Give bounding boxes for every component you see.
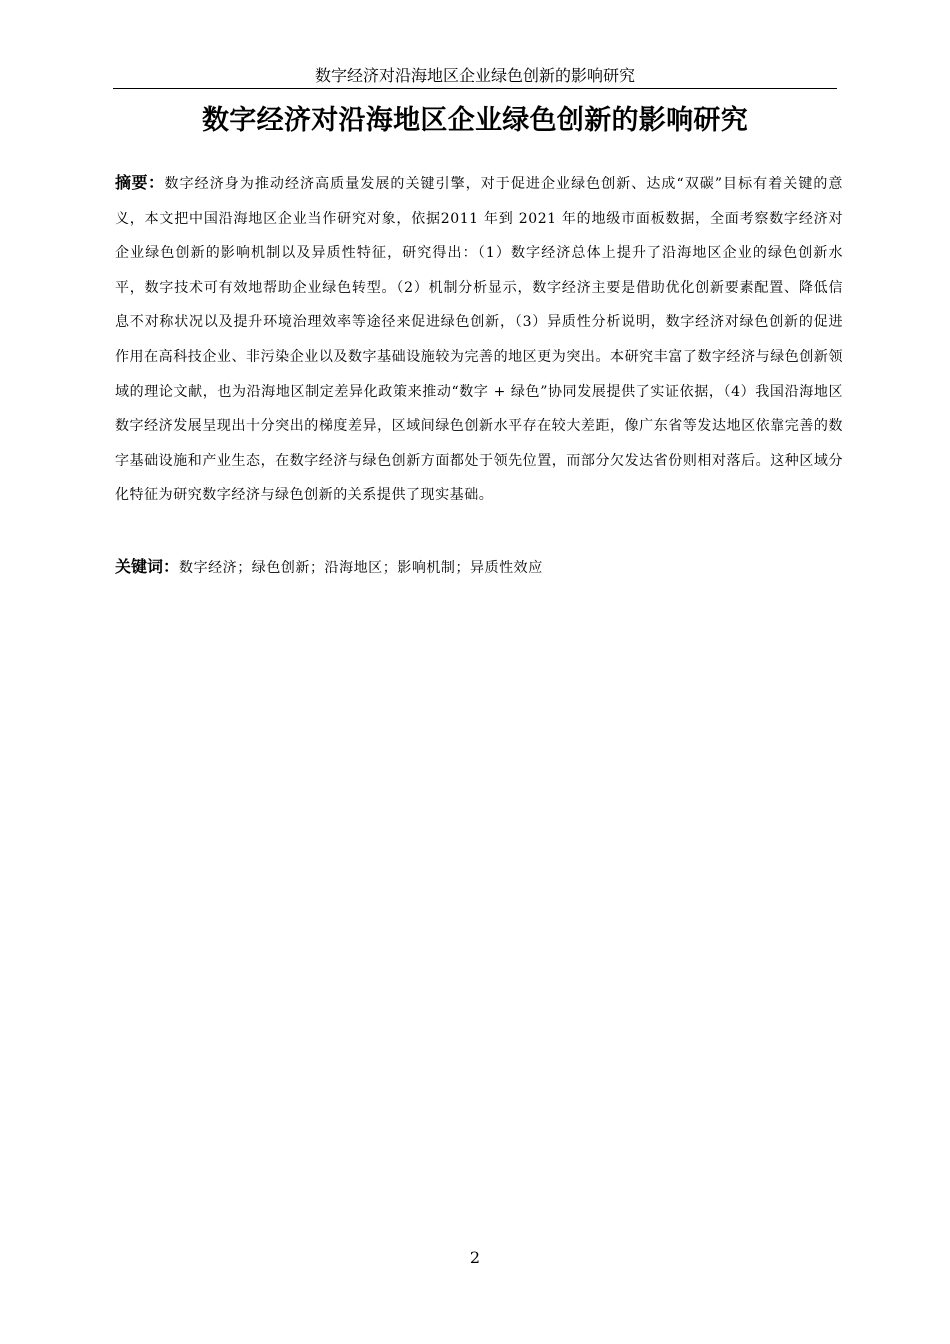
paper-title: 数字经济对沿海地区企业绿色创新的影响研究 <box>202 105 748 136</box>
abstract-paragraph <box>115 166 843 513</box>
abstract-text: 数字经济身为推动经济高质量发展的关键引擎，对于促进企业绿色创新、达成“双碳”目标有着关键的意义，本文把中国沿海地区企业当作研究对象，依据2011 年到 2021 年的地级市面板数据，全面考察数字经济对企业绿色创新的影响机制以及异质性特征，研究得出：（1）数字经济总体上提升了沿海地区企业的绿色创新水平，数字技术可有效地帮助企业绿色转型。（2）机制分析显示，数字经济主要是借助优化创新要素配置、降低信息不对称状况以及提升环境治理效率等途径来促进绿色创新，（3）异质性分析说明，数字经济对绿色创新的促进作用在高科技企业、非污染企业以及数字基础设施较为完善的地区更为突出。本研究丰富了数字经济与绿色创新领域的理论文献，也为沿海地区制定差异化政策来推动“数字 + 绿色”协同发展提供了实证依据，（4）我国沿海地区数字经济发展呈现出十分突出的梯度差异，区域间绿色创新水平存在较大差距，像广东省等发达地区依靠完善的数字基础设施和产业生态，在数字经济与绿色创新方面都处于领先位置，而部分欠发达省份则相对落后。这种区域分化特征为研究数字经济与绿色创新的关系提供了现实基础。 <box>115 176 843 504</box>
keywords-text: 数字经济；绿色创新；沿海地区；影响机制；异质性效应 <box>179 560 543 576</box>
page-number: 2 <box>469 1248 481 1267</box>
header-divider <box>113 88 837 89</box>
running-header: 数字经济对沿海地区企业绿色创新的影响研究 <box>314 66 635 85</box>
keywords-label: 关键词： <box>115 557 180 576</box>
keywords-line <box>115 550 843 585</box>
abstract-label: 摘要： <box>115 173 165 192</box>
